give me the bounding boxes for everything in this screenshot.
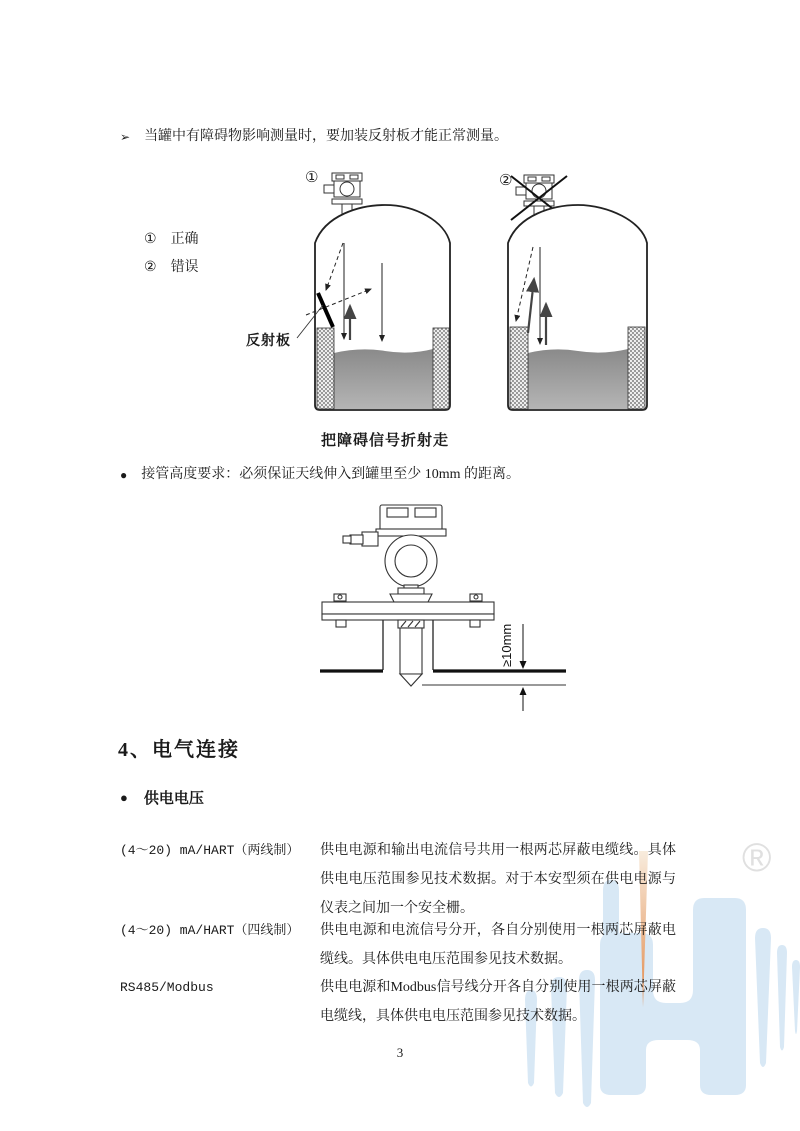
power-voltage-bullet [120,787,204,808]
intro-bullet [120,127,680,147]
spec-text: 供电电源和电流信号分开，各自分别使用一根两芯屏蔽电缆线。具体供电电压范围参见技术数据。 [320,923,676,967]
legend-wrong-num: ② [144,260,157,275]
spec-label: (4～20) mA/HART（四线制） [120,923,300,938]
spec-label: (4～20) mA/HART（两线制） [120,843,300,858]
tank2-badge: ② [499,171,513,189]
spec-text: 供电电源和输出电流信号共用一根两芯屏蔽电缆线。具体供电电压范围参见技术数据。对于本安型须在供电电源与仪表之间加一个安全栅。 [320,843,676,916]
figure-caption: 把障碍信号折射走 [320,433,449,449]
dot-bullet-icon: ● [120,789,128,805]
nozzle-bullet [120,465,700,485]
spec-text: 供电电源和Modbus信号线分开各自分别使用一根两芯屏蔽电缆线，具体供电电压范围参见技术数据。 [320,980,676,1024]
spec-row-four-wire [120,916,676,974]
dimension-label: ≥10mm [499,623,514,667]
section-heading: 4、电气连接 [118,739,240,761]
tank-correct-diagram [240,163,460,418]
spec-row-two-wire [120,836,676,923]
tank1-badge: ① [305,168,319,186]
power-voltage-label: 供电电压 [143,791,204,807]
page-number: 3 [396,1045,404,1060]
figure-legend [144,226,199,282]
spec-label: RS485/Modbus [120,980,214,995]
legend-correct-num: ① [144,232,157,247]
arrow-bullet-icon: ➢ [120,130,131,144]
legend-correct [144,226,199,254]
intro-text: 当罐中有障碍物影响测量时，要加装反射板才能正常测量。 [144,129,509,144]
nozzle-text: 接管高度要求：必须保证天线伸入到罐里至少 10mm 的距离。 [141,467,521,482]
tank-wrong-diagram [495,163,655,418]
reflector-label: 反射板 [246,334,291,349]
legend-wrong-label: 错误 [170,260,199,275]
registered-trademark-mark: ® [742,836,772,880]
spec-row-rs485 [120,973,676,1031]
legend-wrong [144,254,199,282]
dot-bullet-icon: ● [120,468,128,482]
legend-correct-label: 正确 [170,232,199,247]
flange-mount-diagram [310,498,575,713]
